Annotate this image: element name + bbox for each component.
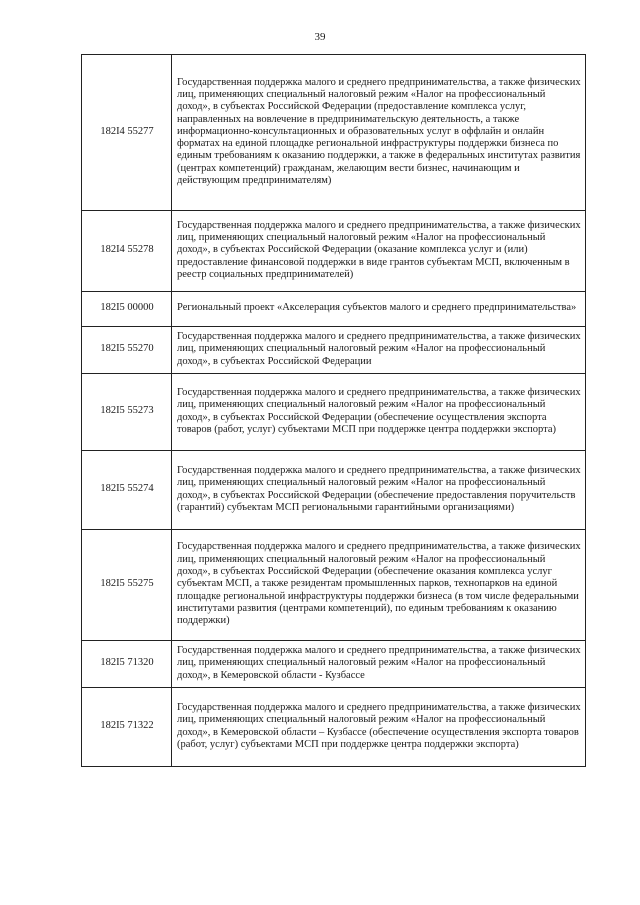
code-cell: 182I5 55273 <box>82 374 172 451</box>
description-cell: Государственная поддержка малого и среднего предпринимательства, а также физических лиц, применяющих специальный налоговый режим «Налог на профессиональный доход», в субъектах Российской Федерации (обеспечение предоставления поручительств (гарантий) субъектам МСП региональными гарантийными организациями) <box>172 451 586 530</box>
budget-codes-table <box>81 54 586 767</box>
table-row <box>82 211 586 292</box>
code-cell: 182I5 55275 <box>82 530 172 641</box>
code-cell: 182I5 71322 <box>82 688 172 767</box>
description-cell: Государственная поддержка малого и среднего предпринимательства, а также физических лиц, применяющих специальный налоговый режим «Налог на профессиональный доход», в субъектах Российской Федерации (оказание комплекса услуг и (или) предоставление финансовой поддержки в виде грантов субъектам МСП, включенным в реестр социальных предпринимателей) <box>172 211 586 292</box>
description-cell: Государственная поддержка малого и среднего предпринимательства, а также физических лиц, применяющих специальный налоговый режим «Налог на профессиональный доход», в субъектах Российской Федерации (обеспечение осуществления экспорта товаров (работ, услуг) субъектами МСП при поддержке центра поддержки экспорта) <box>172 374 586 451</box>
table-row <box>82 327 586 374</box>
description-cell: Государственная поддержка малого и среднего предпринимательства, а также физических лиц, применяющих специальный налоговый режим «Налог на профессиональный доход», в Кемеровской области - Кузбассе <box>172 641 586 688</box>
table-row <box>82 641 586 688</box>
table-row <box>82 292 586 327</box>
description-cell: Государственная поддержка малого и среднего предпринимательства, а также физических лиц, применяющих специальный налоговый режим «Налог на профессиональный доход», в Кемеровской области – Кузбассе (обеспечение осуществления экспорта товаров (работ, услуг) субъектами МСП при поддержке центра поддержки экспорта) <box>172 688 586 767</box>
table-row <box>82 688 586 767</box>
code-cell: 182I5 55274 <box>82 451 172 530</box>
code-cell: 182I5 55270 <box>82 327 172 374</box>
description-cell: Государственная поддержка малого и среднего предпринимательства, а также физических лиц, применяющих специальный налоговый режим «Налог на профессиональный доход», в субъектах Российской Федерации <box>172 327 586 374</box>
code-cell: 182I4 55278 <box>82 211 172 292</box>
code-cell: 182I5 71320 <box>82 641 172 688</box>
page-number: 39 <box>314 31 326 43</box>
table-row <box>82 451 586 530</box>
description-cell: Региональный проект «Акселерация субъектов малого и среднего предпринимательства» <box>172 292 586 327</box>
code-cell: 182I4 55277 <box>82 55 172 211</box>
table-row <box>82 55 586 211</box>
table-row <box>82 374 586 451</box>
description-cell: Государственная поддержка малого и среднего предпринимательства, а также физических лиц, применяющих специальный налоговый режим «Налог на профессиональный доход», в субъектах Российской Федерации (обеспечение оказания комплекса услуг субъектам МСП, а также резидентам промышленных парков, технопарков на единой площадке региональной инфраструктуры поддержки бизнеса (в том числе федеральными институтами развития (центрами компетенций), по единым требованиям к оказанию поддержки) <box>172 530 586 641</box>
code-cell: 182I5 00000 <box>82 292 172 327</box>
table-row <box>82 530 586 641</box>
description-cell: Государственная поддержка малого и среднего предпринимательства, а также физических лиц, применяющих специальный налоговый режим «Налог на профессиональный доход», в субъектах Российской Федерации (предоставление комплекса услуг, направленных на вовлечение в предпринимательскую деятельность, а также информационно-консультационных и образовательных услуг в оффлайн и онлайн форматах на единой площадке региональной инфраструктуры поддержки бизнеса по единым требованиям к оказанию поддержки, а также в федеральных институтах развития (центрах компетенций) гражданам, желающим вести бизнес, начинающим и действующим предпринимателям) <box>172 55 586 211</box>
